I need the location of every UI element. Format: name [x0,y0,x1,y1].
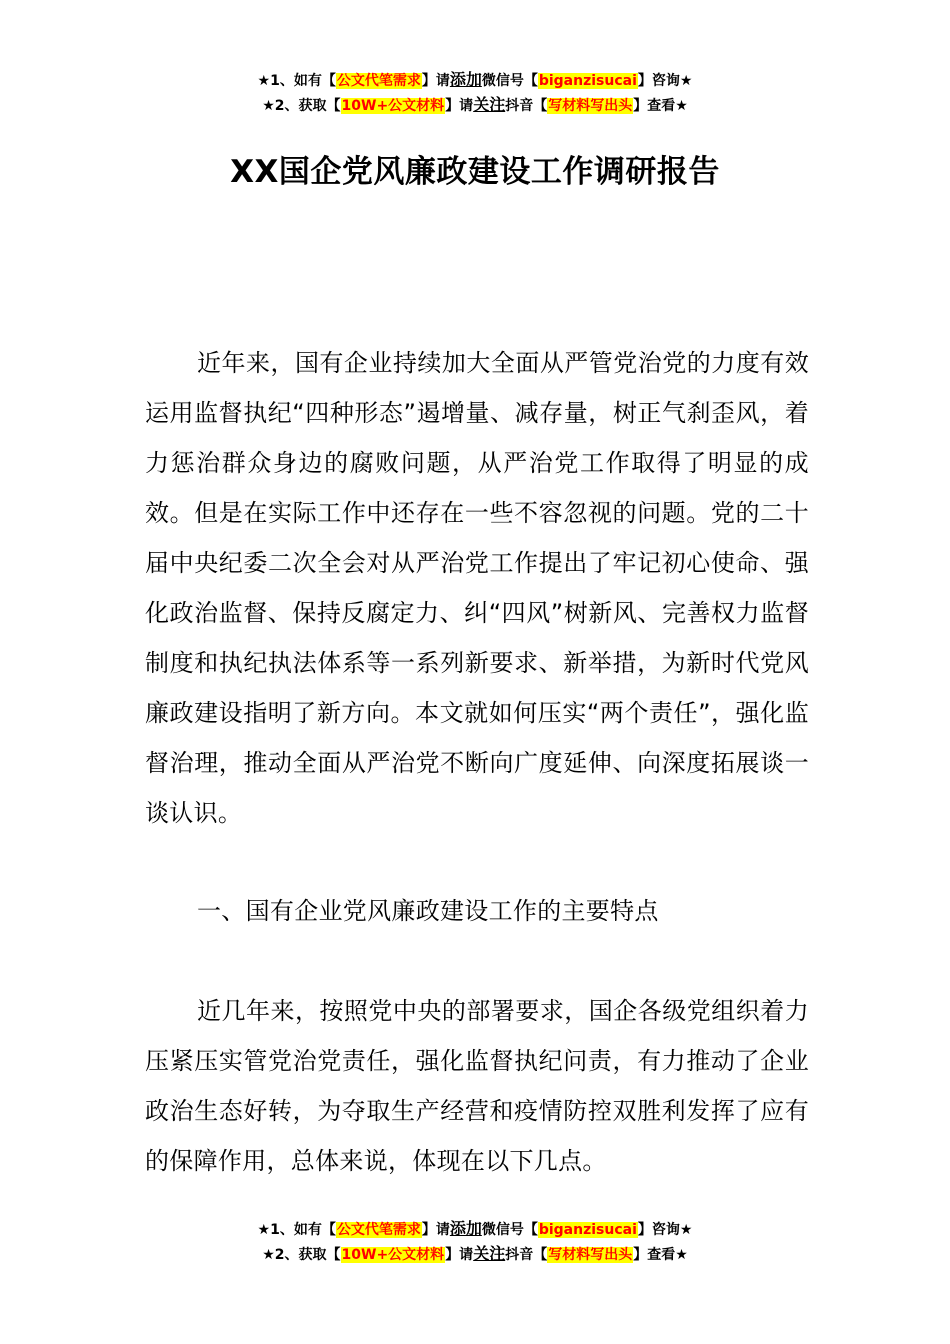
banner-text: 】请 [421,73,450,89]
document-title: XX国企党风廉政建设工作调研报告 [230,154,720,190]
highlight-wechat-id: biganzisucai [538,73,637,89]
highlight-service: 公文代笔需求 [336,73,421,89]
banner-text: 】咨询★ [637,1222,693,1238]
banner-text: ★2、获取【 [262,98,341,114]
banner-text: 抖音【 [505,1247,548,1263]
banner-text: 】请 [445,98,474,114]
banner-text: 抖音【 [505,98,548,114]
highlight-douyin: 写材料写出头 [548,1247,633,1263]
header-banner [0,68,950,118]
footer-banner [0,1217,950,1267]
banner-text: ★2、获取【 [262,1247,341,1263]
banner-emphasis: 关注 [473,1244,506,1263]
banner-text: 】咨询★ [637,73,693,89]
banner-emphasis: 添加 [449,70,482,89]
banner-emphasis: 关注 [473,95,506,114]
banner-text: 】请 [421,1222,450,1238]
banner-text: 微信号【 [481,1222,538,1238]
highlight-materials: 10W+公文材料 [341,98,445,114]
banner-text: ★1、如有【 [257,73,336,89]
banner-text: ★1、如有【 [257,1222,336,1238]
highlight-materials: 10W+公文材料 [341,1247,445,1263]
banner-line-2 [0,1242,950,1267]
banner-emphasis: 添加 [449,1219,482,1238]
intro-paragraph: 近年来，国有企业持续加大全面从严管党治党的力度有效运用监督执纪“四种形态”遏增量、减存量，树正气刹歪风，着力惩治群众身边的腐败问题，从严治党工作取得了明显的成效。但是在实际工作中还存在一些不容忽视的问题。党的二十届中央纪委二次全会对从严治党工作提出了牢记初心使命、强化政治监督、保持反腐定力、纠“四风”树新风、完善权力监督制度和执纪执法体系等一系列新要求、新举措，为新时代党风廉政建设指明了新方向。本文就如何压实“两个责任”，强化监督治理，推动全面从严治党不断向广度延伸、向深度拓展谈一谈认识。 [145,349,809,827]
banner-text: 】查看★ [633,98,688,114]
section-heading: 一、国有企业党风廉政建设工作的主要特点 [197,897,659,925]
highlight-wechat-id: biganzisucai [538,1222,637,1238]
banner-line-1 [0,1217,950,1242]
section-paragraph: 近几年来，按照党中央的部署要求，国企各级党组织着力压紧压实管党治党责任，强化监督执纪问责，有力推动了企业政治生态好转，为夺取生产经营和疫情防控双胜利发挥了应有的保障作用，总体来说，体现在以下几点。 [145,997,809,1175]
banner-line-1 [0,68,950,93]
banner-line-2 [0,93,950,118]
highlight-service: 公文代笔需求 [336,1222,421,1238]
banner-text: 】查看★ [633,1247,688,1263]
banner-text: 微信号【 [481,73,538,89]
highlight-douyin: 写材料写出头 [548,98,633,114]
banner-text: 】请 [445,1247,474,1263]
